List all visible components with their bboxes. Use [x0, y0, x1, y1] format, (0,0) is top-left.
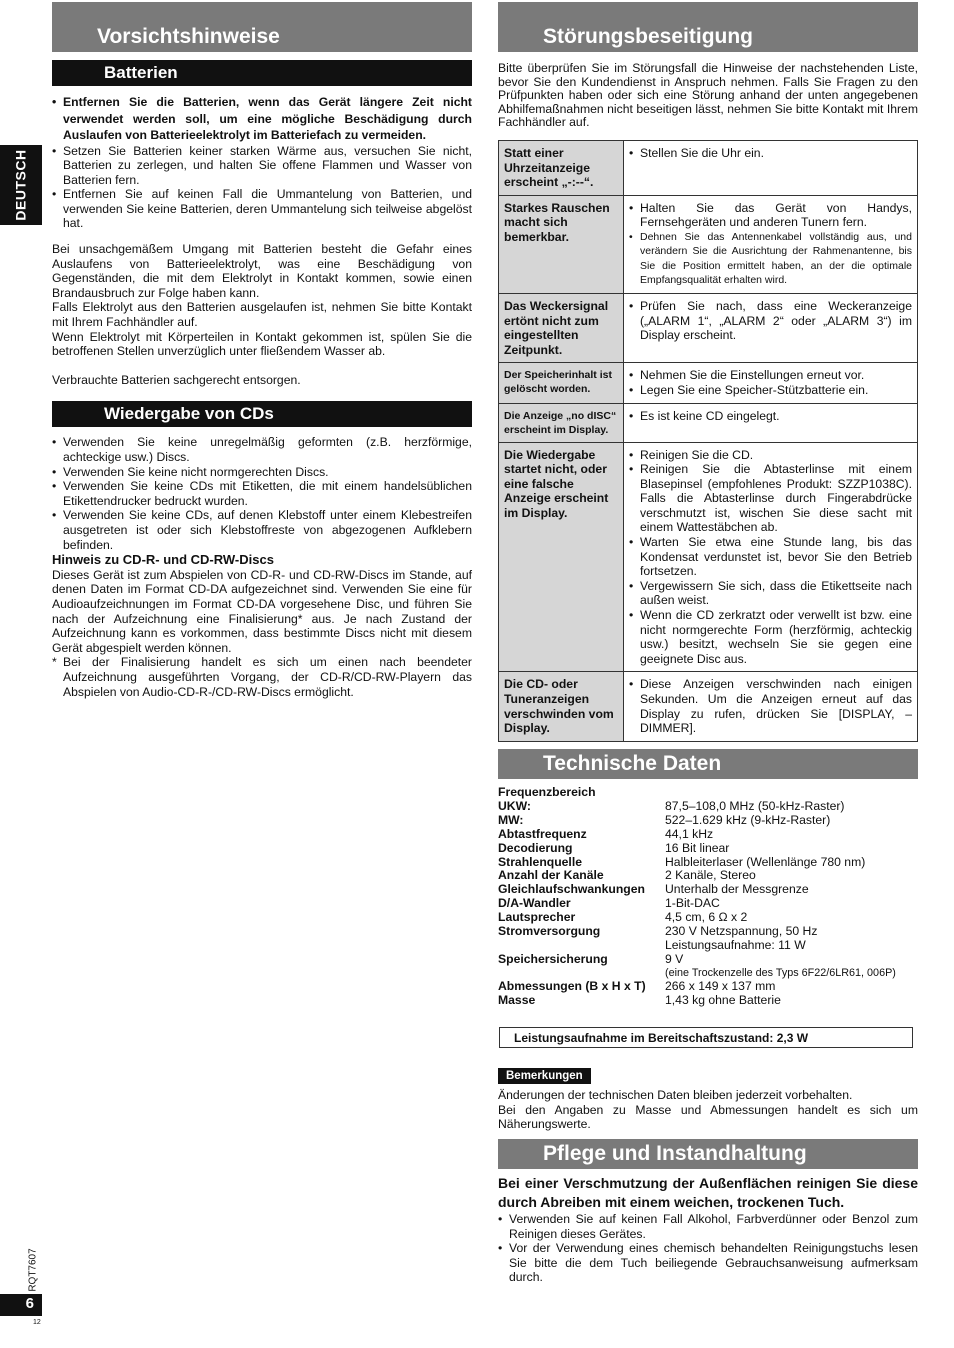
spec-row: Abtastfrequenz 44,1 kHz [498, 826, 714, 841]
section-title-troubleshooting: Störungsbeseitigung [498, 2, 918, 52]
subsection-title-batteries: Batterien [52, 60, 472, 86]
table-cause: Starkes Rauschen macht sich bemerkbar. [499, 195, 624, 293]
spec-row: Decodierung 16 Bit linear [498, 840, 730, 855]
subsection-title-cd-playback: Wiedergabe von CDs [52, 401, 472, 427]
table-cause: Die Wiedergabe startet nicht, oder eine falsche Anzeige erscheint im Display. [499, 442, 624, 672]
table-cause: Das Weckersignal ertönt nicht zum eingestellten Zeitpunkt. [499, 293, 624, 362]
table-row [499, 195, 918, 293]
list-item: • Setzen Sie Batterien keiner starken Wärme aus, versuchen Sie nicht, Batterien zu zerlegen, und halten Sie offene Flammen und Wasser von Batterien fern. [52, 144, 472, 188]
spec-row: D/A-Wandler 1-Bit-DAC [498, 896, 720, 911]
table-row [499, 140, 918, 195]
battery-paragraph: Wenn Elektrolyt mit Körperteilen in Kontakt gekommen ist, spülen Sie die betroffenen Stellen unverzüglich unter fließendem Wasser ab. [52, 329, 472, 359]
table-row [499, 442, 918, 672]
list-item: • Entfernen Sie auf keinen Fall die Ummantelung von Batterien, und verwenden Sie keine Batterien, deren Ummantelung sich teilweise abgelöst hat. [52, 187, 472, 231]
table-remedy: • Reinigen Sie die CD. • Reinigen Sie die Abtasterlinse mit einem Blasepinsel (empfohlenes Produkt: SZZP1038C). Falls die Abtasterlinse durch Fingerabdrücke verschmutzt ist, wischen Sie diese sacht mit einem Wattestäbchen ab. • Warten Sie etwa eine Stunde lang, bis das Kondensat verdunstet ist, bevor Sie den Betrieb fortsetzen. • Vergewissern Sie sich, dass die Etikettseite nach außen weist. • Wenn die CD zerkratzt oder verwellt ist bzw. eine nicht normgerechte Form (herzförmig, achteckig usw.) besitzt, wechseln Sie sie gegen eine geeignete Disc aus. [624, 442, 918, 672]
spec-row: Masse 1,43 kg ohne Batterie [498, 992, 781, 1007]
battery-paragraph: Bei unsachgemäßem Umgang mit Batterien besteht die Gefahr eines Auslaufens von Batterieelektrolyt, was eine Beschädigung von Gegenständen, die mit dem Elektrolyt in Kontakt kommen, sowie einen Brandausbruch zur Folge haben kann. [52, 242, 472, 300]
care-lead: Bei einer Verschmutzung der Außenflächen reinigen Sie diese durch Abreiben mit einem weichen, trockenen Tuch. [498, 1175, 918, 1210]
table-cause: Die Anzeige „no dISC“ erscheint im Display. [499, 403, 624, 442]
specs-section [498, 749, 918, 1008]
spec-row: Anzahl der Kanäle 2 Kanäle, Stereo [498, 868, 756, 883]
spec-row: Stromversorgung 230 V Netzspannung, 50 Hz Leistungsaufnahme: 11 W [498, 924, 818, 952]
table-remedy: • Prüfen Sie nach, dass eine Weckeranzeige („ALARM 1“, „ALARM 2“ oder „ALARM 3“) im Display erscheint. [624, 293, 918, 362]
notes-label: Bemerkungen [498, 1068, 591, 1084]
section-title-specs: Technische Daten [498, 749, 918, 779]
note-text: Änderungen der technischen Daten bleiben jederzeit vorbehalten. [498, 1088, 853, 1102]
page-number: 6 [0, 1294, 42, 1316]
cdr-hint-title: Hinweis zu CD-R- und CD-RW-Discs [52, 552, 274, 568]
right-column [498, 2, 918, 742]
cd-bullet-list [52, 435, 472, 552]
language-tab [0, 145, 42, 225]
table-remedy: • Halten Sie das Gerät von Handys, Fernsehgeräten und anderen Tunern fern. • Dehnen Sie das Antennenkabel vollständig aus, und verändern Sie die Ausrichtung der Rahmenantenne, bis Sie die Position ermittelt haben, an der die optimale Empfangsqualität erhalten wird. [624, 195, 918, 293]
section-title-care: Pflege und Instandhaltung [498, 1139, 918, 1169]
table-cause: Statt einer Uhrzeitanzeige erscheint „-:--“. [499, 140, 624, 195]
table-row [499, 403, 918, 442]
table-row [499, 672, 918, 741]
cdr-hint-text: Dieses Gerät ist zum Abspielen von CD-R- und CD-RW-Discs im Stande, auf denen Daten im Format CD-DA aufgezeichnet sind. Verwenden Sie eine für Audioaufzeichnungen im Format CD-DA vorgesehene Disc, und führen Sie nach der Aufzeichnung eine Finalisierung* aus. Je nach Zustand der Aufzeichnung kann es vorkommen, dass bestimmte Discs nicht mit diesem Gerät abgespielt werden können. [52, 567, 472, 655]
table-row [499, 293, 918, 362]
standby-power-box: Leistungsaufnahme im Bereitschaftszustand: 2,3 W [499, 1027, 913, 1048]
care-section [498, 1139, 918, 1285]
document-code: RQT7607 [27, 1248, 39, 1292]
spec-row: Gleichlaufschwankungen Unterhalb der Messgrenze [498, 882, 809, 897]
list-item: • Entfernen Sie die Batterien, wenn das Gerät längere Zeit nicht verwendet werden soll, um eine mögliche Beschädigung durch Auslaufen von Batterieelektrolyt im Batteriefach zu vermeiden. [52, 94, 472, 144]
table-remedy: • Diese Anzeigen verschwinden nach einigen Sekunden. Um die Anzeigen erneut auf das Display zu rufen, drücken Sie [DISPLAY, –DIMMER]. [624, 672, 918, 741]
left-column [52, 2, 472, 699]
spec-row: Abmessungen (B x H x T) 266 x 149 x 137 mm [498, 978, 776, 993]
list-item: • Vor der Verwendung eines chemisch behandelten Reinigungstuchs lesen Sie bitte die dem Tuch beiliegende Gebrauchsanweisung aufmerksam durch. [498, 1241, 918, 1285]
list-item: • Verwenden Sie keine unregelmäßig geformten (z.B. herzförmige, achteckige usw.) Discs. [52, 435, 472, 464]
battery-bullet-list [52, 94, 472, 231]
footnote-text: Bei der Finalisierung handelt es sich um einen nach beendeter Aufzeichnung ausgeführten Vorgang, der CD-R/CD-RW-Playern das Abspielen von Audio-CD-R-/CD-RW-Discs ermöglicht. [63, 655, 472, 699]
section-title-precautions: Vorsichtshinweise [52, 2, 472, 52]
spec-row: UKW: 87,5–108,0 MHz (50-kHz-Raster) [498, 798, 845, 813]
table-remedy: • Nehmen Sie die Einstellungen erneut vor. • Legen Sie eine Speicher-Stützbatterie ein. [624, 363, 918, 403]
footnote-mark: * [52, 655, 57, 670]
table-cause: Die CD- oder Tuneranzeigen verschwinden vom Display. [499, 672, 624, 741]
specs-group-label: Frequenzbereich [498, 785, 596, 799]
spec-row: Speichersicherung 9 V (eine Trockenzelle des Typs 6F22/6LR61, 006P) [498, 951, 896, 979]
care-bullet-list [498, 1212, 918, 1285]
battery-paragraph: Falls Elektrolyt aus den Batterien ausgelaufen ist, nehmen Sie bitte Kontakt mit Ihrem Fachhändler auf. [52, 300, 472, 330]
battery-disposal-note: Verbrauchte Batterien sachgerecht entsorgen. [52, 372, 301, 387]
spec-row: Lautsprecher 4,5 cm, 6 Ω x 2 [498, 910, 748, 925]
table-row [499, 363, 918, 403]
table-cause: Der Speicherinhalt ist gelöscht worden. [499, 363, 624, 403]
language-tab-label: DEUTSCH [12, 149, 29, 221]
footnote [52, 655, 472, 699]
notes-block [498, 1088, 918, 1132]
list-item: • Verwenden Sie keine CDs, auf denen Klebstoff unter einem Klebestreifen ausgetreten ist oder sich Klebstoffreste von abgezogenen Aufklebern befinden. [52, 508, 472, 552]
table-remedy: • Es ist keine CD eingelegt. [624, 403, 918, 442]
specs-list [498, 786, 918, 1008]
list-item: • Verwenden Sie keine nicht normgerechten Discs. [52, 465, 472, 480]
troubleshooting-table [498, 140, 918, 742]
table-remedy: • Stellen Sie die Uhr ein. [624, 140, 918, 195]
spec-row: Strahlenquelle Halbleiterlaser (Wellenlänge 780 nm) [498, 854, 866, 869]
page-sub-number: 12 [33, 1319, 41, 1326]
list-item: • Verwenden Sie keine CDs mit Etiketten, die mit einem handelsüblichen Etikettendrucker bedruckt wurden. [52, 479, 472, 508]
troubleshooting-intro: Bitte überprüfen Sie im Störungsfall die Hinweise der nachstehenden Liste, bevor Sie den Kundendienst in Anspruch nehmen. Falls Sie Fragen zu den Prüfpunkten haben oder sich eine Störung anhand der unten angegebenen Abhilfemaßnahmen nicht beseitigen lässt, nehmen Sie bitte Kontakt mit Ihrem Fachhändler auf. [498, 61, 918, 130]
spec-row: MW: 522–1.629 kHz (9-kHz-Raster) [498, 812, 831, 827]
note-text: Bei den Angaben zu Masse und Abmessungen handelt es sich um Näherungswerte. [498, 1102, 918, 1132]
list-item: • Verwenden Sie auf keinen Fall Alkohol, Farbverdünner oder Benzol zum Reinigen dieses Gerätes. [498, 1212, 918, 1241]
